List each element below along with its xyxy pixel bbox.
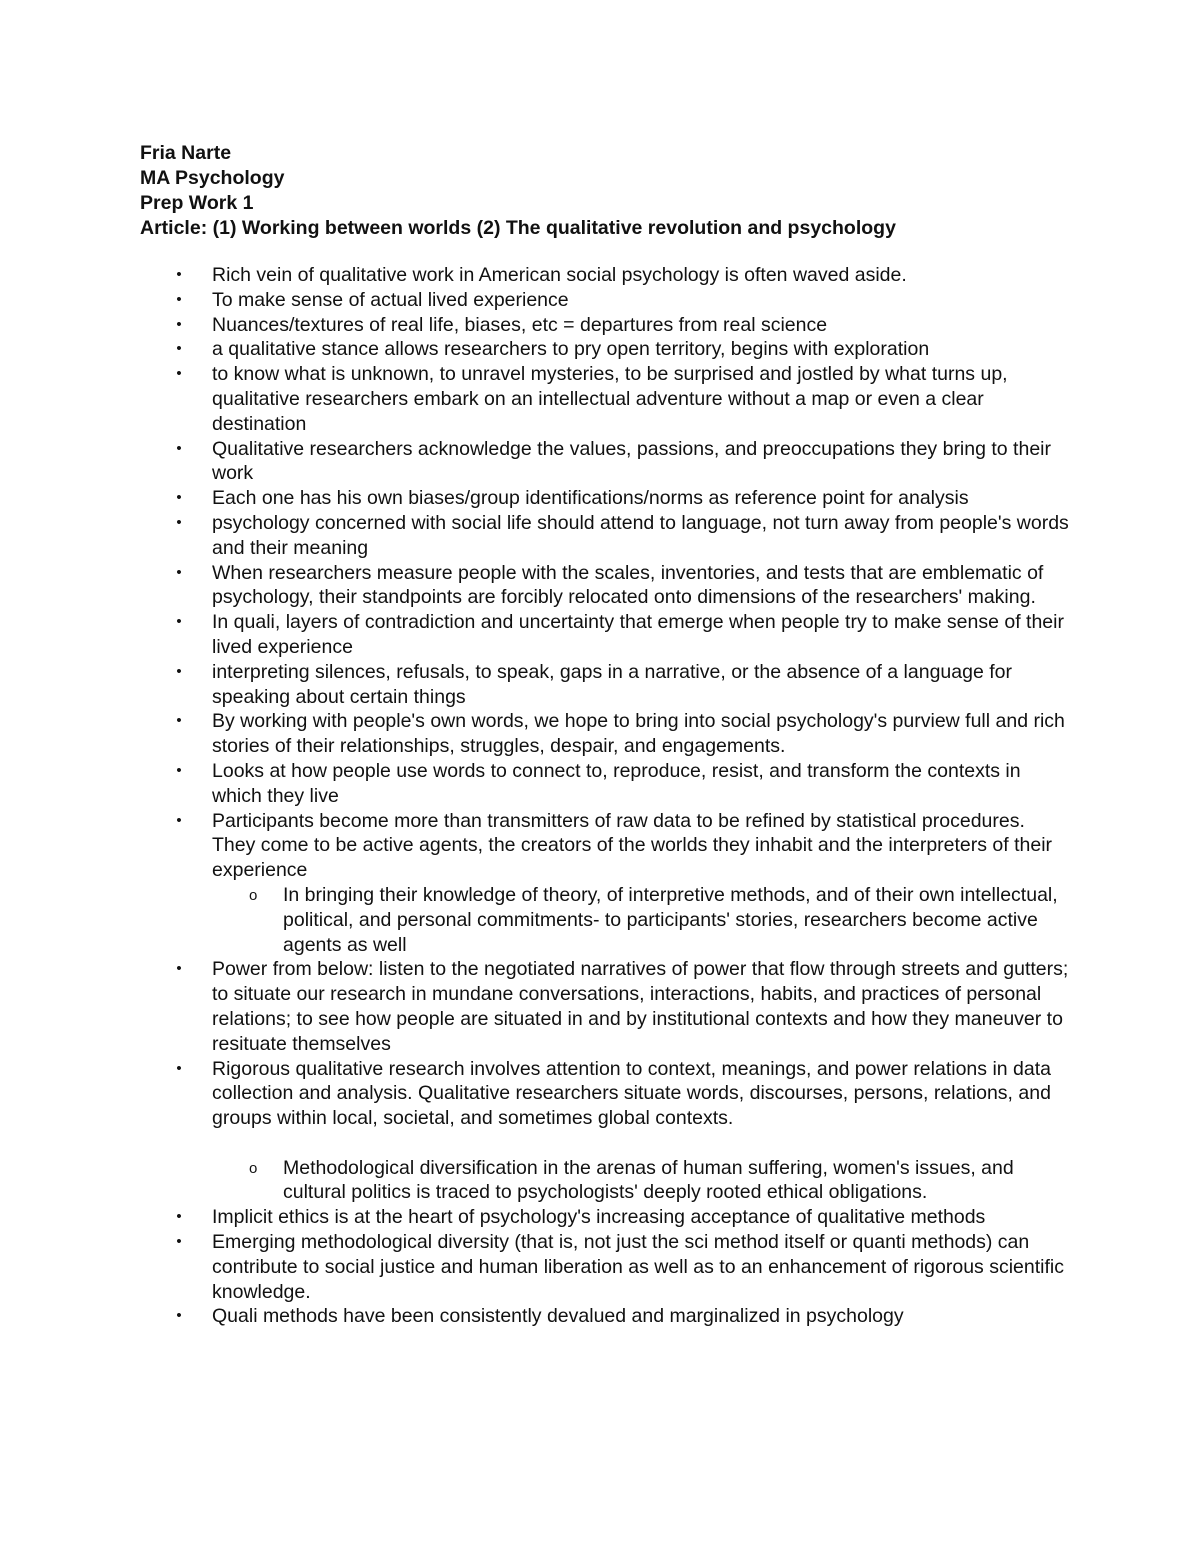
list-item-text: Each one has his own biases/group identifications/norms as reference point for analysis bbox=[212, 487, 969, 510]
list-item-text: Looks at how people use words to connect to, reproduce, resist, and transform the contexts in which they live bbox=[212, 759, 1021, 807]
bullet-icon: • bbox=[176, 761, 182, 779]
sub-list-item-text: Methodological diversification in the arenas of human suffering, women's issues, and cultural politics is traced to psychologists' deeply rooted ethical obligations. bbox=[283, 1156, 1014, 1204]
document-page bbox=[140, 141, 1070, 1329]
sub-list-item-text: In bringing their knowledge of theory, of interpretive methods, and of their own intellectual, political, and personal commitments- to participants' stories, researchers become active agents as well bbox=[283, 883, 1058, 956]
bullet-icon: • bbox=[176, 662, 182, 680]
list-item-text: a qualitative stance allows researchers to pry open territory, begins with exploration bbox=[212, 338, 930, 361]
list-item-text: Rich vein of qualitative work in American social psychology is often waved aside. bbox=[212, 264, 907, 286]
bullet-icon: • bbox=[176, 960, 182, 978]
bullet-icon: • bbox=[176, 1059, 182, 1077]
list-item bbox=[140, 337, 1070, 362]
bullet-icon: • bbox=[176, 613, 182, 631]
list-item-text: to know what is unknown, to unravel mysteries, to be surprised and jostled by what turns up, qualitative researchers embark on an intellectual adventure without a map or even a clear destination bbox=[212, 363, 1008, 435]
list-item bbox=[140, 1304, 1070, 1329]
list-item bbox=[140, 957, 1070, 1056]
sub-list-item bbox=[212, 1156, 1070, 1206]
author-name: Fria Narte bbox=[140, 142, 232, 164]
list-item-text: Rigorous qualitative research involves attention to context, meanings, and power relations in data collection and analysis. Qualitative researchers situate words, discourses, persons, relations, and groups within local, societal, and sometimes global contexts. bbox=[212, 1057, 1051, 1130]
sub-notes-list bbox=[212, 1156, 1070, 1206]
list-item-text: By working with people's own words, we hope to bring into social psychology's purview full and rich stories of their relationships, struggles, despair, and engagements. bbox=[212, 710, 1065, 758]
program-name: MA Psychology bbox=[140, 167, 285, 189]
list-item-text: When researchers measure people with the scales, inventories, and tests that are emblematic of psychology, their standpoints are forcibly relocated onto dimensions of the researchers' making. bbox=[212, 561, 1044, 609]
bullet-icon: • bbox=[176, 489, 182, 507]
list-item-text: Participants become more than transmitters of raw data to be refined by statistical procedures. They come to be active agents, the creators of the worlds they inhabit and the interpreters of their experience bbox=[212, 809, 1053, 882]
list-item-text: Quali methods have been consistently devalued and marginalized in psychology bbox=[212, 1305, 904, 1328]
list-item bbox=[140, 1205, 1070, 1230]
list-item bbox=[140, 362, 1070, 436]
bullet-icon: • bbox=[176, 1307, 182, 1325]
bullet-icon: • bbox=[176, 315, 182, 333]
assignment-title: Prep Work 1 bbox=[140, 192, 254, 214]
bullet-icon: • bbox=[176, 365, 182, 383]
list-item bbox=[140, 709, 1070, 759]
list-item bbox=[140, 561, 1070, 611]
list-item-text: To make sense of actual lived experience bbox=[212, 288, 569, 311]
list-item-text: interpreting silences, refusals, to speak, gaps in a narrative, or the absence of a language for speaking about certain things bbox=[212, 660, 1012, 708]
list-item-text: Implicit ethics is at the heart of psychology's increasing acceptance of qualitative methods bbox=[212, 1206, 986, 1229]
bullet-icon: • bbox=[176, 266, 182, 283]
list-item-text: Nuances/textures of real life, biases, etc = departures from real science bbox=[212, 313, 828, 336]
list-item bbox=[140, 437, 1070, 487]
list-item-text: Power from below: listen to the negotiated narratives of power that flow through streets and gutters; to situate our research in mundane conversations, interactions, habits, and practices of personal relations; to see how people are situated in and by institutional contexts and how they maneuver to resituate themselves bbox=[212, 958, 1069, 1055]
sub-bullet-icon: o bbox=[249, 1159, 258, 1177]
list-item bbox=[140, 288, 1070, 313]
bullet-icon: • bbox=[176, 513, 182, 531]
bullet-icon: • bbox=[176, 290, 182, 308]
blank-line bbox=[212, 1131, 1070, 1156]
list-item bbox=[140, 313, 1070, 338]
list-item bbox=[140, 610, 1070, 660]
bullet-icon: • bbox=[176, 340, 182, 358]
notes-list bbox=[140, 263, 1070, 1329]
list-item bbox=[140, 759, 1070, 809]
bullet-icon: • bbox=[176, 1208, 182, 1226]
list-item bbox=[140, 486, 1070, 511]
article-title: Article: (1) Working between worlds (2) The qualitative revolution and psychology bbox=[140, 217, 896, 239]
list-item bbox=[140, 1057, 1070, 1206]
bullet-icon: • bbox=[176, 712, 182, 730]
bullet-icon: • bbox=[176, 811, 182, 829]
list-item-text: Emerging methodological diversity (that is, not just the sci method itself or quanti methods) can contribute to social justice and human liberation as well as to an enhancement of rigorous scientific knowledge. bbox=[212, 1231, 1064, 1303]
bullet-icon: • bbox=[176, 563, 182, 581]
bullet-icon: • bbox=[176, 439, 182, 457]
list-item-text: In quali, layers of contradiction and uncertainty that emerge when people try to make sense of their lived experience bbox=[212, 611, 1064, 658]
sub-bullet-icon: o bbox=[249, 886, 258, 904]
list-item bbox=[140, 1230, 1070, 1304]
list-item bbox=[140, 809, 1070, 958]
list-item bbox=[140, 511, 1070, 561]
bullet-icon: • bbox=[176, 1233, 182, 1251]
sub-notes-list bbox=[212, 883, 1070, 957]
list-item-text: psychology concerned with social life should attend to language, not turn away from people's words and their meaning bbox=[212, 511, 1069, 559]
list-item bbox=[140, 660, 1070, 710]
list-item-text: Qualitative researchers acknowledge the values, passions, and preoccupations they bring to their work bbox=[212, 437, 1051, 485]
sub-list-item bbox=[212, 883, 1070, 957]
list-item bbox=[140, 263, 1070, 288]
